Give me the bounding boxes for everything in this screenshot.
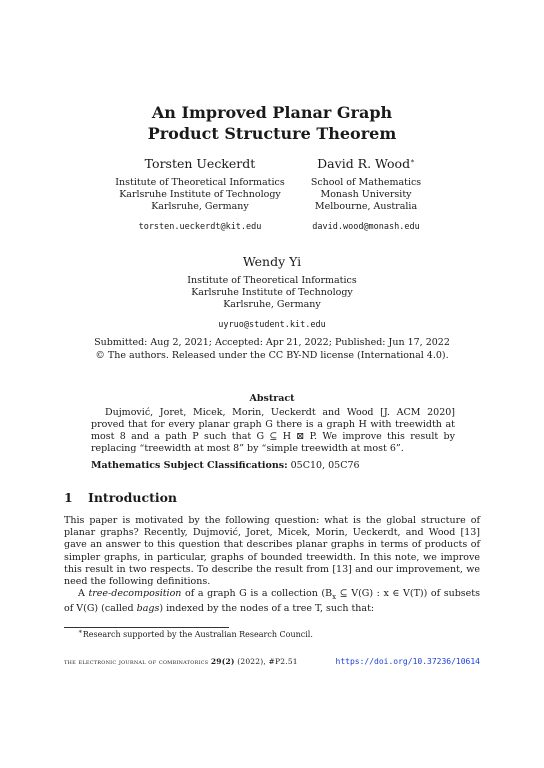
doi-link[interactable]: https://doi.org/10.37236/10614 [335,657,480,666]
section-title: Introduction [88,490,178,505]
author-block-3 [150,254,394,331]
authors-row [0,156,544,236]
text-run: of a graph G is a collection (B [181,588,333,600]
section-heading [64,490,484,506]
author-affiliation-line: Karlsruhe Institute of Technology [119,189,281,200]
author-affiliation-line: Institute of Theoretical Informatics [187,275,357,286]
body-paragraph-2 [64,588,480,615]
section-number: 1 [64,490,73,505]
author-affiliation-line: Monash University [320,189,412,200]
author-name: David R. Wood∗ [317,156,415,171]
subscript: x [332,593,337,602]
footnote-marker: ∗ [78,627,83,636]
footnote-text: Research supported by the Australian Research Council. [82,630,313,639]
author-email[interactable]: david.wood@monash.edu [312,222,420,232]
author-affiliation-line: Melbourne, Australia [314,201,418,212]
msc-value: 05C10, 05C76 [290,460,360,471]
author-email[interactable]: uyruo@student.kit.edu [218,320,326,330]
text-run: A [78,588,89,600]
publication-dates [0,336,544,362]
text-run: ⊆ V(G) : x ∈ V(T)) of subsets of V(G) (called [64,588,480,615]
abstract-paragraph: Dujmović, Joret, Micek, Morin, Ueckerdt and Wood [J. ACM 2020] proved that for every planar graph G there is a graph H with treewidth at most 8 and a path P such that G ⊆ H ⊠ P. We improve this result by replacing “treewidth at most 8” by “simple treewidth at most 6”. [91,407,455,454]
author-affiliation-line: Karlsruhe, Germany [223,299,321,310]
author-name: Wendy Yi [242,254,302,269]
title-line-2: Product Structure Theorem [147,124,397,143]
footnote [64,627,480,640]
defined-term: tree-decomposition [88,588,182,600]
author-block-1 [100,156,300,233]
abstract-heading: Abstract [249,393,295,404]
page-footer [64,656,480,668]
msc-classifications [91,460,455,472]
title-line-1: An Improved Planar Graph [151,103,393,122]
journal-citation [64,656,298,668]
journal-name: the electronic journal of combinatorics [64,657,209,666]
footnote-marker[interactable]: ∗ [410,156,415,165]
author-block-2 [284,156,448,233]
author-email[interactable]: torsten.ueckerdt@kit.edu [138,222,262,232]
journal-year-article: (2022), #P2.51 [234,657,298,666]
author-affiliation-line: School of Mathematics [310,177,422,188]
abstract-text [91,407,455,455]
license-line: © The authors. Released under the CC BY-ND license (International 4.0). [95,350,449,361]
body-paragraph-1: This paper is motivated by the following question: what is the global structure of planar graphs? Recently, Dujmović, Joret, Micek, Morin, Ueckerdt, and Wood [13] gave an answer to this question that describes planar graphs in terms of products of simpler graphs, in particular, graphs of bounded treewidth. In this note, we improve this result in two respects. To describe the result from [13] and our improvement, we need the following definitions. [64,515,480,588]
footnote-divider [64,627,229,628]
journal-volume: 29(2) [210,657,235,666]
defined-term: bags [136,603,160,615]
paper-title [0,102,544,144]
author-affiliation-line: Karlsruhe Institute of Technology [191,287,353,298]
msc-label: Mathematics Subject Classifications: [91,460,288,471]
text-run: ) indexed by the nodes of a tree T, such that: [159,603,375,615]
author-name: Torsten Ueckerdt [144,156,256,171]
author-affiliation-line: Karlsruhe, Germany [151,201,249,212]
body-text [64,515,480,616]
author-affiliation-line: Institute of Theoretical Informatics [115,177,285,188]
dates-line: Submitted: Aug 2, 2021; Accepted: Apr 21, 2022; Published: Jun 17, 2022 [94,337,450,348]
